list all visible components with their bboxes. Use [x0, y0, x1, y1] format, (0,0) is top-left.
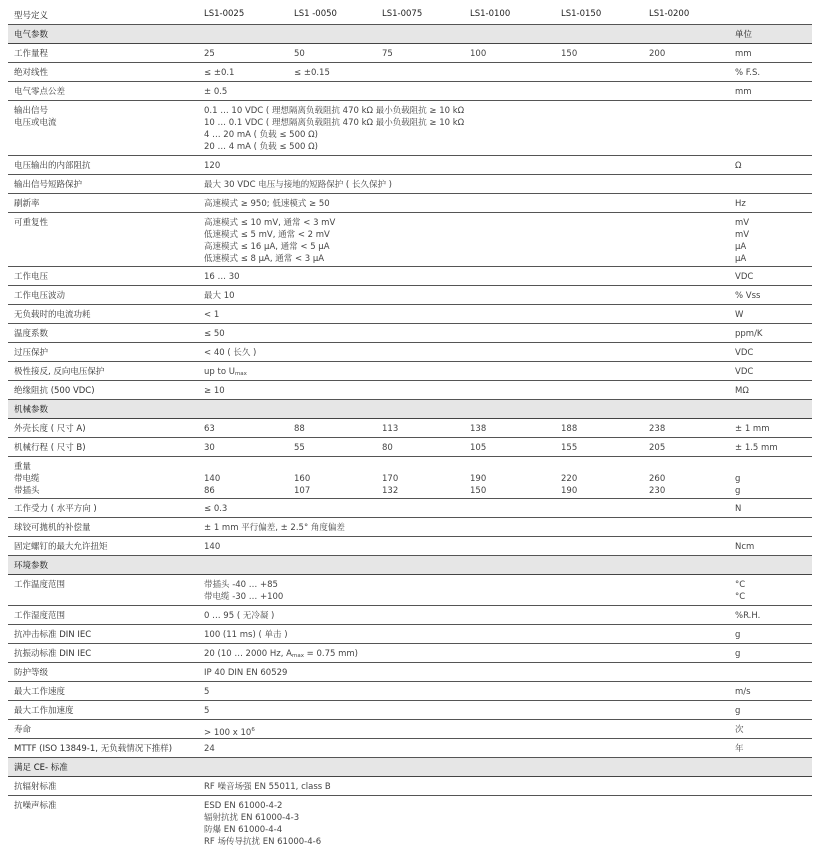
table-row: [8, 739, 812, 758]
table-row: [8, 457, 812, 499]
cell-unit: mV: [735, 218, 750, 228]
table-row: [8, 644, 812, 663]
row-label: 输出信号: [14, 106, 49, 116]
row-label: 寿命: [14, 725, 32, 735]
cell-unit: ± 1.5 mm: [735, 443, 778, 453]
row-label: 工作电压: [14, 272, 49, 282]
table-row: [8, 44, 812, 63]
cell-value: 高速模式 ≥ 950; 低速模式 ≥ 50: [204, 199, 330, 209]
model-ls1-0050: LS1 -0050: [294, 9, 337, 19]
model-ls1-0100: LS1-0100: [470, 9, 511, 19]
table-row: [8, 381, 812, 400]
cell-value: 138: [470, 424, 487, 434]
table-row: [8, 625, 812, 644]
section-title: 电气参数: [14, 30, 49, 40]
cell-value: ± 0.5: [204, 87, 228, 97]
cell-unit: m/s: [735, 687, 751, 697]
row-label: 电压或电流: [14, 118, 57, 128]
model-ls1-0025: LS1-0025: [204, 9, 245, 19]
table-row: [8, 575, 812, 606]
cell-unit: Ω: [735, 161, 742, 171]
cell-unit: mV: [735, 230, 750, 240]
cell-value: 最大 10: [204, 291, 235, 301]
cell-unit: ppm/K: [735, 329, 763, 339]
table-row: [8, 63, 812, 82]
table-row: [8, 701, 812, 720]
cell-unit: g: [735, 630, 741, 640]
cell-unit: VDC: [735, 348, 754, 358]
row-label: 机械行程 ( 尺寸 B): [14, 443, 86, 453]
cell-value: 带电缆 -30 … +100: [204, 592, 284, 602]
cell-value: 200: [649, 49, 666, 59]
section-title: 环境参数: [14, 561, 49, 571]
cell-value: > 100 x $10^6$: [204, 727, 255, 738]
model-ls1-0075: LS1-0075: [382, 9, 423, 19]
table-row: [8, 101, 812, 156]
cell-unit: g: [735, 706, 741, 716]
row-label: 重量: [14, 462, 32, 472]
row-label: 工作量程: [14, 49, 49, 59]
table-row: [8, 682, 812, 701]
cell-value: 113: [382, 424, 399, 434]
cell-unit: W: [735, 310, 744, 320]
section-title: 机械参数: [14, 405, 49, 415]
row-label: 输出信号短路保护: [14, 180, 83, 190]
row-label: 外壳长度 ( 尺寸 A): [14, 424, 86, 434]
cell-value: 55: [294, 443, 305, 453]
cell-value: 0 … 95 ( 无冷凝 ): [204, 611, 275, 621]
cell-value: 防爆 EN 61000-4-4: [204, 825, 283, 835]
cell-value: 16 … 30: [204, 272, 240, 282]
cell-value: < 40 ( 长久 ): [204, 348, 257, 358]
cell-value: RF 噪音场强 EN 55011, class B: [204, 782, 331, 792]
row-label: 抗辐射标准: [14, 782, 57, 792]
cell-unit: Hz: [735, 199, 746, 209]
table-row: [8, 286, 812, 305]
section-environment: [8, 556, 812, 575]
cell-value: 105: [470, 443, 487, 453]
cell-value: 5: [204, 706, 210, 716]
row-label: 最大工作速度: [14, 687, 66, 697]
cell-value: 190: [561, 486, 578, 496]
row-label: 带电缆: [14, 474, 40, 484]
cell-value: ± 1 mm 平行偏差, ± 2.5° 角度偏差: [204, 523, 345, 533]
cell-value: ≤ 50: [204, 329, 225, 339]
cell-unit: VDC: [735, 367, 754, 377]
table-row: [8, 606, 812, 625]
table-row: [8, 343, 812, 362]
table-row: [8, 419, 812, 438]
row-label: 工作受力 ( 水平方向 ): [14, 504, 97, 514]
cell-value: 170: [382, 474, 399, 484]
table-row: [8, 305, 812, 324]
cell-value: 80: [382, 443, 393, 453]
cell-value: ≤ ±0.1: [204, 68, 235, 78]
cell-value: 132: [382, 486, 399, 496]
row-label: 抗噪声标准: [14, 801, 57, 811]
cell-value: 220: [561, 474, 578, 484]
row-label: 工作温度范围: [14, 580, 66, 590]
cell-value: RF 场传导抗扰 EN 61000-4-6: [204, 837, 322, 847]
cell-unit: g: [735, 486, 741, 496]
cell-value: 205: [649, 443, 666, 453]
table-row: [8, 324, 812, 343]
cell-value: 10 … 0.1 VDC ( 理想隔离负载阻抗 470 kΩ 最小负载阻抗 ≥ 10 kΩ: [204, 118, 465, 128]
table-row: [8, 156, 812, 175]
cell-value: 50: [294, 49, 305, 59]
cell-value: 230: [649, 486, 666, 496]
row-label: 工作电压波动: [14, 291, 66, 301]
cell-unit: % F.S.: [735, 68, 761, 78]
cell-unit: °C: [735, 580, 746, 590]
table-row: [8, 499, 812, 518]
cell-value: 25: [204, 49, 215, 59]
table-row: [8, 537, 812, 556]
cell-value: 4 … 20 mA ( 负载 ≤ 500 Ω): [204, 130, 318, 140]
cell-unit: g: [735, 474, 741, 484]
cell-value: 107: [294, 486, 311, 496]
cell-value: 238: [649, 424, 666, 434]
table-row: [8, 518, 812, 537]
table-row: [8, 796, 812, 850]
cell-value: 20 … 4 mA ( 负载 ≤ 500 Ω): [204, 142, 318, 152]
cell-value: ESD EN 61000-4-2: [204, 801, 283, 811]
model-ls1-0150: LS1-0150: [561, 9, 602, 19]
cell-value: 188: [561, 424, 578, 434]
section-ce: [8, 758, 812, 777]
cell-value: 155: [561, 443, 578, 453]
section-mechanical: [8, 400, 812, 419]
table-row: [8, 194, 812, 213]
table-row: [8, 175, 812, 194]
cell-value: ≤ ±0.15: [294, 68, 330, 78]
row-label: 电气零点公差: [14, 87, 66, 97]
row-label: 固定螺钉的最大允许扭矩: [14, 542, 108, 552]
cell-unit: Ncm: [735, 542, 755, 552]
row-label: 最大工作加速度: [14, 706, 74, 716]
row-label: 抗振动标准 DIN IEC: [14, 649, 92, 659]
cell-value: 0.1 … 10 VDC ( 理想隔离负载阻抗 470 kΩ 最小负载阻抗 ≥ 10 kΩ: [204, 106, 465, 116]
cell-value: up to Umax: [204, 367, 247, 377]
cell-unit: mm: [735, 87, 752, 97]
section-electrical: [8, 25, 812, 44]
table-row: [8, 663, 812, 682]
cell-value: 30: [204, 443, 215, 453]
cell-value: 88: [294, 424, 305, 434]
cell-value: 24: [204, 744, 215, 754]
row-label: 绝对线性: [14, 68, 49, 78]
row-label: 绝缘阻抗 (500 VDC): [14, 386, 95, 396]
cell-value: 100: [470, 49, 487, 59]
cell-unit: mm: [735, 49, 752, 59]
table-row: [8, 438, 812, 457]
cell-value: 160: [294, 474, 311, 484]
model-label: 型号定义: [14, 11, 49, 21]
cell-unit: N: [735, 504, 742, 514]
cell-value: 120: [204, 161, 221, 171]
row-label: 可重复性: [14, 218, 49, 228]
cell-value: 140: [204, 542, 221, 552]
cell-unit: °C: [735, 592, 746, 602]
cell-value: ≤ 0.3: [204, 504, 228, 514]
table-row: [8, 213, 812, 267]
cell-unit: MΩ: [735, 386, 749, 396]
cell-value: 63: [204, 424, 215, 434]
cell-value: 高速模式 ≤ 10 mV, 通常 < 3 mV: [204, 218, 336, 228]
table-row: [8, 82, 812, 101]
model-ls1-0200: LS1-0200: [649, 9, 690, 19]
table-row: [8, 267, 812, 286]
row-label: MTTF (ISO 13849-1, 无负载情况下推样): [14, 744, 173, 754]
cell-value: 190: [470, 474, 487, 484]
row-label: 抗冲击标准 DIN IEC: [14, 630, 92, 640]
section-title: 满足 CE- 标准: [14, 763, 68, 773]
cell-value: ≥ 10: [204, 386, 225, 396]
cell-value: 低速模式 ≤ 8 µA, 通常 < 3 µA: [204, 254, 325, 264]
row-label: 带插头: [14, 486, 40, 496]
cell-unit: 次: [735, 725, 744, 735]
row-label: 工作湿度范围: [14, 611, 66, 621]
cell-value: 高速模式 ≤ 16 µA, 通常 < 5 µA: [204, 242, 330, 252]
cell-unit: µA: [735, 254, 747, 264]
row-label: 极性接反, 反向电压保护: [14, 367, 105, 377]
cell-unit: %R.H.: [735, 611, 761, 621]
cell-value: 150: [470, 486, 487, 496]
cell-value: < 1: [204, 310, 220, 320]
cell-unit: VDC: [735, 272, 754, 282]
cell-unit: % Vss: [735, 291, 761, 301]
row-label: 防护等级: [14, 668, 49, 678]
cell-unit: g: [735, 649, 741, 659]
cell-value: IP 40 DIN EN 60529: [204, 668, 288, 678]
table-header: [8, 6, 812, 25]
cell-unit: 年: [735, 744, 744, 754]
cell-value: 20 (10 … 2000 Hz, Amax = 0.75 mm): [204, 649, 358, 659]
table-row: [8, 362, 812, 381]
cell-unit: ± 1 mm: [735, 424, 770, 434]
cell-value: 辐射抗扰 EN 61000-4-3: [204, 813, 300, 823]
cell-value: 75: [382, 49, 393, 59]
row-label: 温度系数: [14, 329, 49, 339]
cell-value: 最大 30 VDC 电压与接地的短路保护 ( 长久保护 ): [204, 180, 392, 190]
cell-value: 5: [204, 687, 210, 697]
spec-table: [8, 6, 812, 850]
cell-value: 带插头 -40 … +85: [204, 580, 278, 590]
cell-value: 260: [649, 474, 666, 484]
row-label: 电压输出的内部阻抗: [14, 161, 91, 171]
table-row: [8, 777, 812, 796]
cell-value: 100 (11 ms) ( 单击 ): [204, 630, 288, 640]
cell-unit: µA: [735, 242, 747, 252]
cell-value: 150: [561, 49, 578, 59]
cell-value: 140: [204, 474, 221, 484]
row-label: 刷新率: [14, 199, 40, 209]
cell-value: 86: [204, 486, 215, 496]
row-label: 过压保护: [14, 348, 49, 358]
unit-header: 单位: [735, 30, 753, 40]
table-row: [8, 720, 812, 739]
row-label: 无负载时的电流功耗: [14, 310, 91, 320]
cell-value: 低速模式 ≤ 5 mV, 通常 < 2 mV: [204, 230, 330, 240]
row-label: 球铰可拋机的补偿量: [14, 523, 91, 533]
